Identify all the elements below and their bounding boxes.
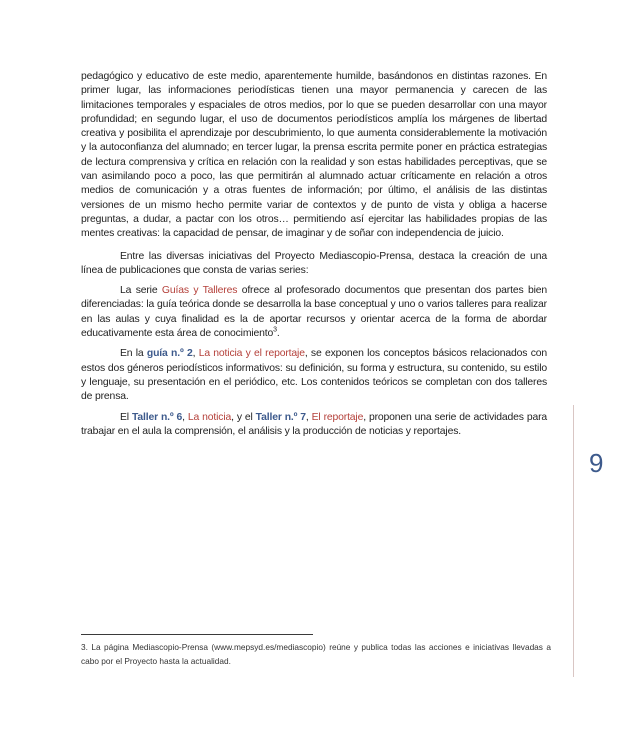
paragraph-5-text: , bbox=[305, 411, 312, 423]
taller-6-title: La noticia bbox=[187, 411, 232, 423]
paragraph-5-text: El bbox=[120, 411, 132, 423]
guide-title: La noticia y el reportaje bbox=[198, 348, 305, 360]
paragraph-4-text: , bbox=[192, 348, 199, 360]
paragraph-4 bbox=[81, 347, 547, 404]
guide-label: guía n.º 2 bbox=[146, 348, 193, 360]
footnote-divider bbox=[81, 634, 313, 635]
page-number: 9 bbox=[589, 448, 604, 478]
paragraph-2: Entre las diversas iniciativas del Proyecto Mediascopio-Prensa, destaca la creación de una línea de publicaciones que consta de varias series: bbox=[81, 250, 547, 276]
paragraph-5-text: , y el bbox=[231, 411, 256, 423]
paragraph-1: pedagógico y educativo de este medio, aparentemente humilde, basándonos en distintas razones. En primer lugar, las informaciones periodísticas tienen una mayor permanencia y carecen de las limitaciones temporales y espaciales de otros medios, por lo que se pueden desarrollar con una mayor profundidad; en segundo lugar, el uso de documentos periodísticos amplía los márgenes de libertad creativa y posibilita el aprendizaje por descubrimiento, lo que aumenta considerablemente la motivación y la autoconfianza del alumnado; en tercer lugar, la prensa escrita permite poner en práctica estrategias de lectura comprensiva y crítica en relación con la realidad y son estas habilidades perceptivas, que se van asimilando poco a poco, las que permitirán al alumnado actuar críticamente en relación a otros medios de comunicación y a otras fuentes de información; por último, el análisis de las distintas versiones de un mismo hecho permite variar de contextos y de punto de vista y obliga a hacerse preguntas, a dudar, a pactar con los otros… permitiendo así ejercitar las habilidades propias de las mentes creativas: la capacidad de pensar, de imaginar y de soñar con independencia de juicio. bbox=[81, 71, 547, 240]
paragraph-3-text: . bbox=[276, 328, 280, 340]
taller-6-label: Taller n.º 6 bbox=[131, 411, 183, 423]
paragraph-4-text: En la bbox=[120, 348, 147, 360]
paragraph-5-text: , bbox=[182, 411, 188, 423]
paragraph-3-text: ofrece al profesorado documentos que presentan dos partes bien diferenciadas: la guía teórica donde se desarrolla la base conceptual y uno o varios talleres para realizar en las aulas y cuya finalidad es la de aportar recursos y orientar acerca de la forma de abordar educativamente esta área de conocimiento bbox=[81, 285, 547, 340]
paragraph-5 bbox=[81, 411, 547, 440]
footnote: 3. La página Mediascopio-Prensa (www.mepsyd.es/mediascopio) reúne y publica todas las acciones e iniciativas llevadas a cabo por el Proyecto hasta la actualidad. bbox=[81, 642, 551, 666]
body-text bbox=[81, 70, 547, 445]
paragraph-3 bbox=[81, 284, 547, 341]
footnote-reference: 3 bbox=[273, 326, 277, 334]
paragraph-5-text: , proponen una serie de actividades para trabajar en el aula la comprensión, el análisis y la producción de noticias y reportajes. bbox=[81, 411, 548, 437]
paragraph-3-text: La serie bbox=[120, 285, 162, 297]
margin-rule bbox=[573, 405, 574, 677]
paragraph-4-text: , se exponen los conceptos básicos relacionados con estos dos géneros periodísticos informativos: su definición, su forma y estructura, su contenido, su estilo y lenguaje, su presentación en el periódico, etc. Los contenidos teóricos se completan con dos talleres de prensa. bbox=[81, 348, 547, 403]
series-name: Guías y Talleres bbox=[161, 285, 238, 297]
taller-7-title: El reportaje bbox=[311, 411, 364, 423]
taller-7-label: Taller n.º 7 bbox=[255, 411, 306, 423]
